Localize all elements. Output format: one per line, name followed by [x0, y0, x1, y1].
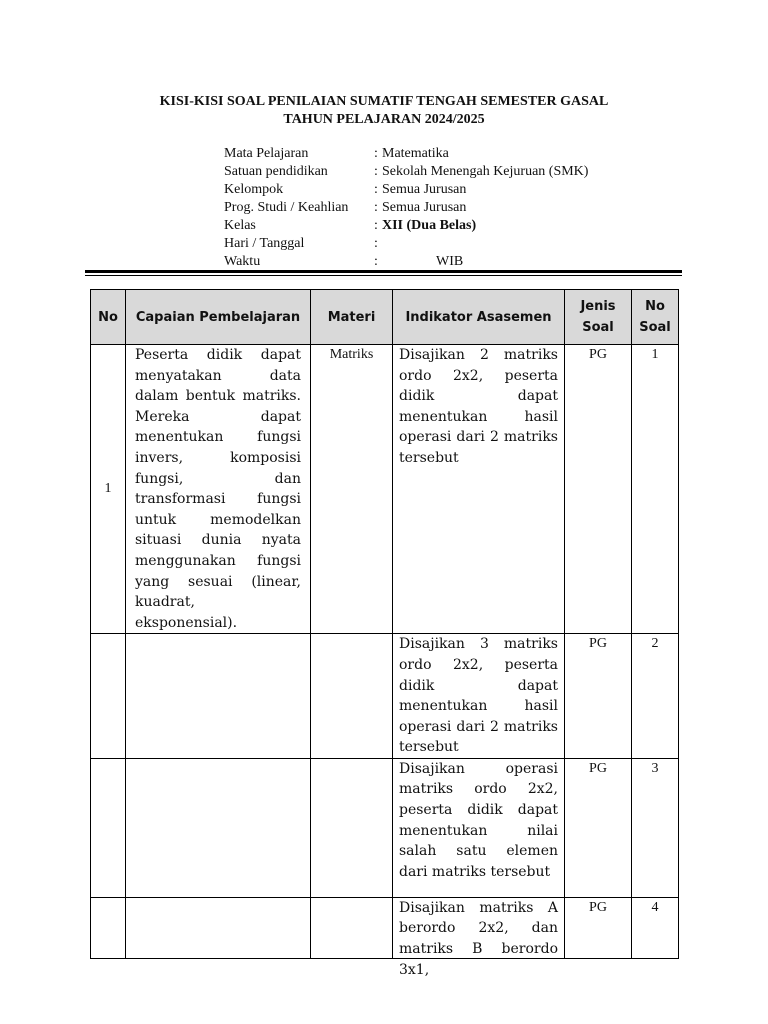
- cell-no-soal: 2: [632, 634, 679, 759]
- cell-no: [91, 758, 126, 897]
- cell-capaian: Peserta didik dapat menyatakan data dalam bentuk matriks. Mereka dapat menentukan fungsi invers, komposisi fungsi, dan transformasi fungsi untuk memodelkan situasi dunia nyata menggunakan fungsi yang sesuai (linear, kuadrat, eksponensial).: [126, 345, 311, 634]
- info-value: Sekolah Menengah Kejuruan (SMK): [382, 164, 589, 179]
- cell-jenis-soal: PG: [565, 758, 632, 897]
- cell-no: 1: [91, 345, 126, 634]
- info-value: XII (Dua Belas): [382, 218, 477, 233]
- cell-jenis-soal: PG: [565, 897, 632, 958]
- info-colon: :: [374, 164, 378, 179]
- info-row-kelas: [224, 217, 588, 235]
- indikator-clip: Disajikan matriks A berordo 2x2, dan matriks B berordo 3x1,: [399, 899, 558, 978]
- info-label: Waktu: [224, 254, 261, 269]
- cell-materi: [311, 897, 393, 958]
- table-row: [91, 758, 679, 897]
- cell-indikator: Disajikan 3 matriks ordo 2x2, peserta didik dapat menentukan hasil operasi dari 2 matriks tersebut: [393, 634, 565, 759]
- cell-no: [91, 634, 126, 759]
- header-jenis-soal: [565, 290, 632, 345]
- info-colon: :: [374, 200, 378, 215]
- cell-no: [91, 897, 126, 958]
- info-value: Matematika: [382, 146, 449, 161]
- info-row-hari-tanggal: [224, 235, 588, 253]
- cell-materi: [311, 758, 393, 897]
- cell-indikator: Disajikan 2 matriks ordo 2x2, peserta didik dapat menentukan hasil operasi dari 2 matriks tersebut: [393, 345, 565, 634]
- cell-capaian: [126, 897, 311, 958]
- cell-jenis-soal: PG: [565, 345, 632, 634]
- header-divider-thin: [85, 275, 682, 276]
- cell-materi: Matriks: [311, 345, 393, 634]
- info-row-waktu: [224, 253, 588, 271]
- cell-no-soal: 1: [632, 345, 679, 634]
- info-label: Satuan pendidikan: [224, 164, 328, 179]
- header-indikator: Indikator Asasemen: [393, 290, 565, 345]
- table-row: [91, 634, 679, 759]
- cell-indikator: Disajikan operasi matriks ordo 2x2, peserta didik dapat menentukan nilai salah satu elemen dari matriks tersebut: [393, 758, 565, 897]
- header-nosoal-line2: Soal: [639, 320, 671, 335]
- header-no-soal: [632, 290, 679, 345]
- header-nosoal-line1: No: [645, 299, 665, 314]
- info-label: Prog. Studi / Keahlian: [224, 200, 349, 215]
- header-materi: Materi: [311, 290, 393, 345]
- cell-materi: [311, 634, 393, 759]
- table-row: [91, 897, 679, 958]
- header-no: No: [91, 290, 126, 345]
- info-label: Hari / Tanggal: [224, 236, 305, 251]
- info-block: [224, 145, 588, 271]
- info-value: Semua Jurusan: [382, 200, 467, 215]
- cell-jenis-soal: PG: [565, 634, 632, 759]
- info-colon: :: [374, 218, 378, 233]
- info-colon: :: [374, 146, 378, 161]
- header-divider-thick: [85, 270, 682, 273]
- header-capaian: Capaian Pembelajaran: [126, 290, 311, 345]
- table-header-row: [91, 290, 679, 345]
- info-row-mata-pelajaran: [224, 145, 588, 163]
- info-row-kelompok: [224, 181, 588, 199]
- cell-capaian: [126, 634, 311, 759]
- info-value: Semua Jurusan: [382, 182, 467, 197]
- info-colon: :: [374, 236, 378, 251]
- header-jenis-line1: Jenis: [580, 299, 616, 314]
- info-row-satuan-pendidikan: [224, 163, 588, 181]
- header-jenis-line2: Soal: [582, 320, 614, 335]
- info-row-prog-studi: [224, 199, 588, 217]
- info-label: Kelas: [224, 218, 256, 233]
- cell-no-soal: 4: [632, 897, 679, 958]
- table-row: [91, 345, 679, 634]
- kisi-kisi-table: [90, 289, 679, 978]
- cell-indikator: [393, 897, 565, 978]
- info-value: WIB: [436, 254, 464, 269]
- info-label: Mata Pelajaran: [224, 146, 309, 161]
- cell-no-soal: 3: [632, 758, 679, 897]
- info-label: Kelompok: [224, 182, 284, 197]
- cell-capaian: [126, 758, 311, 897]
- document-subtitle: TAHUN PELAJARAN 2024/2025: [283, 112, 485, 127]
- document-title: KISI-KISI SOAL PENILAIAN SUMATIF TENGAH SEMESTER GASAL: [159, 94, 609, 109]
- info-colon: :: [374, 254, 378, 269]
- info-colon: :: [374, 182, 378, 197]
